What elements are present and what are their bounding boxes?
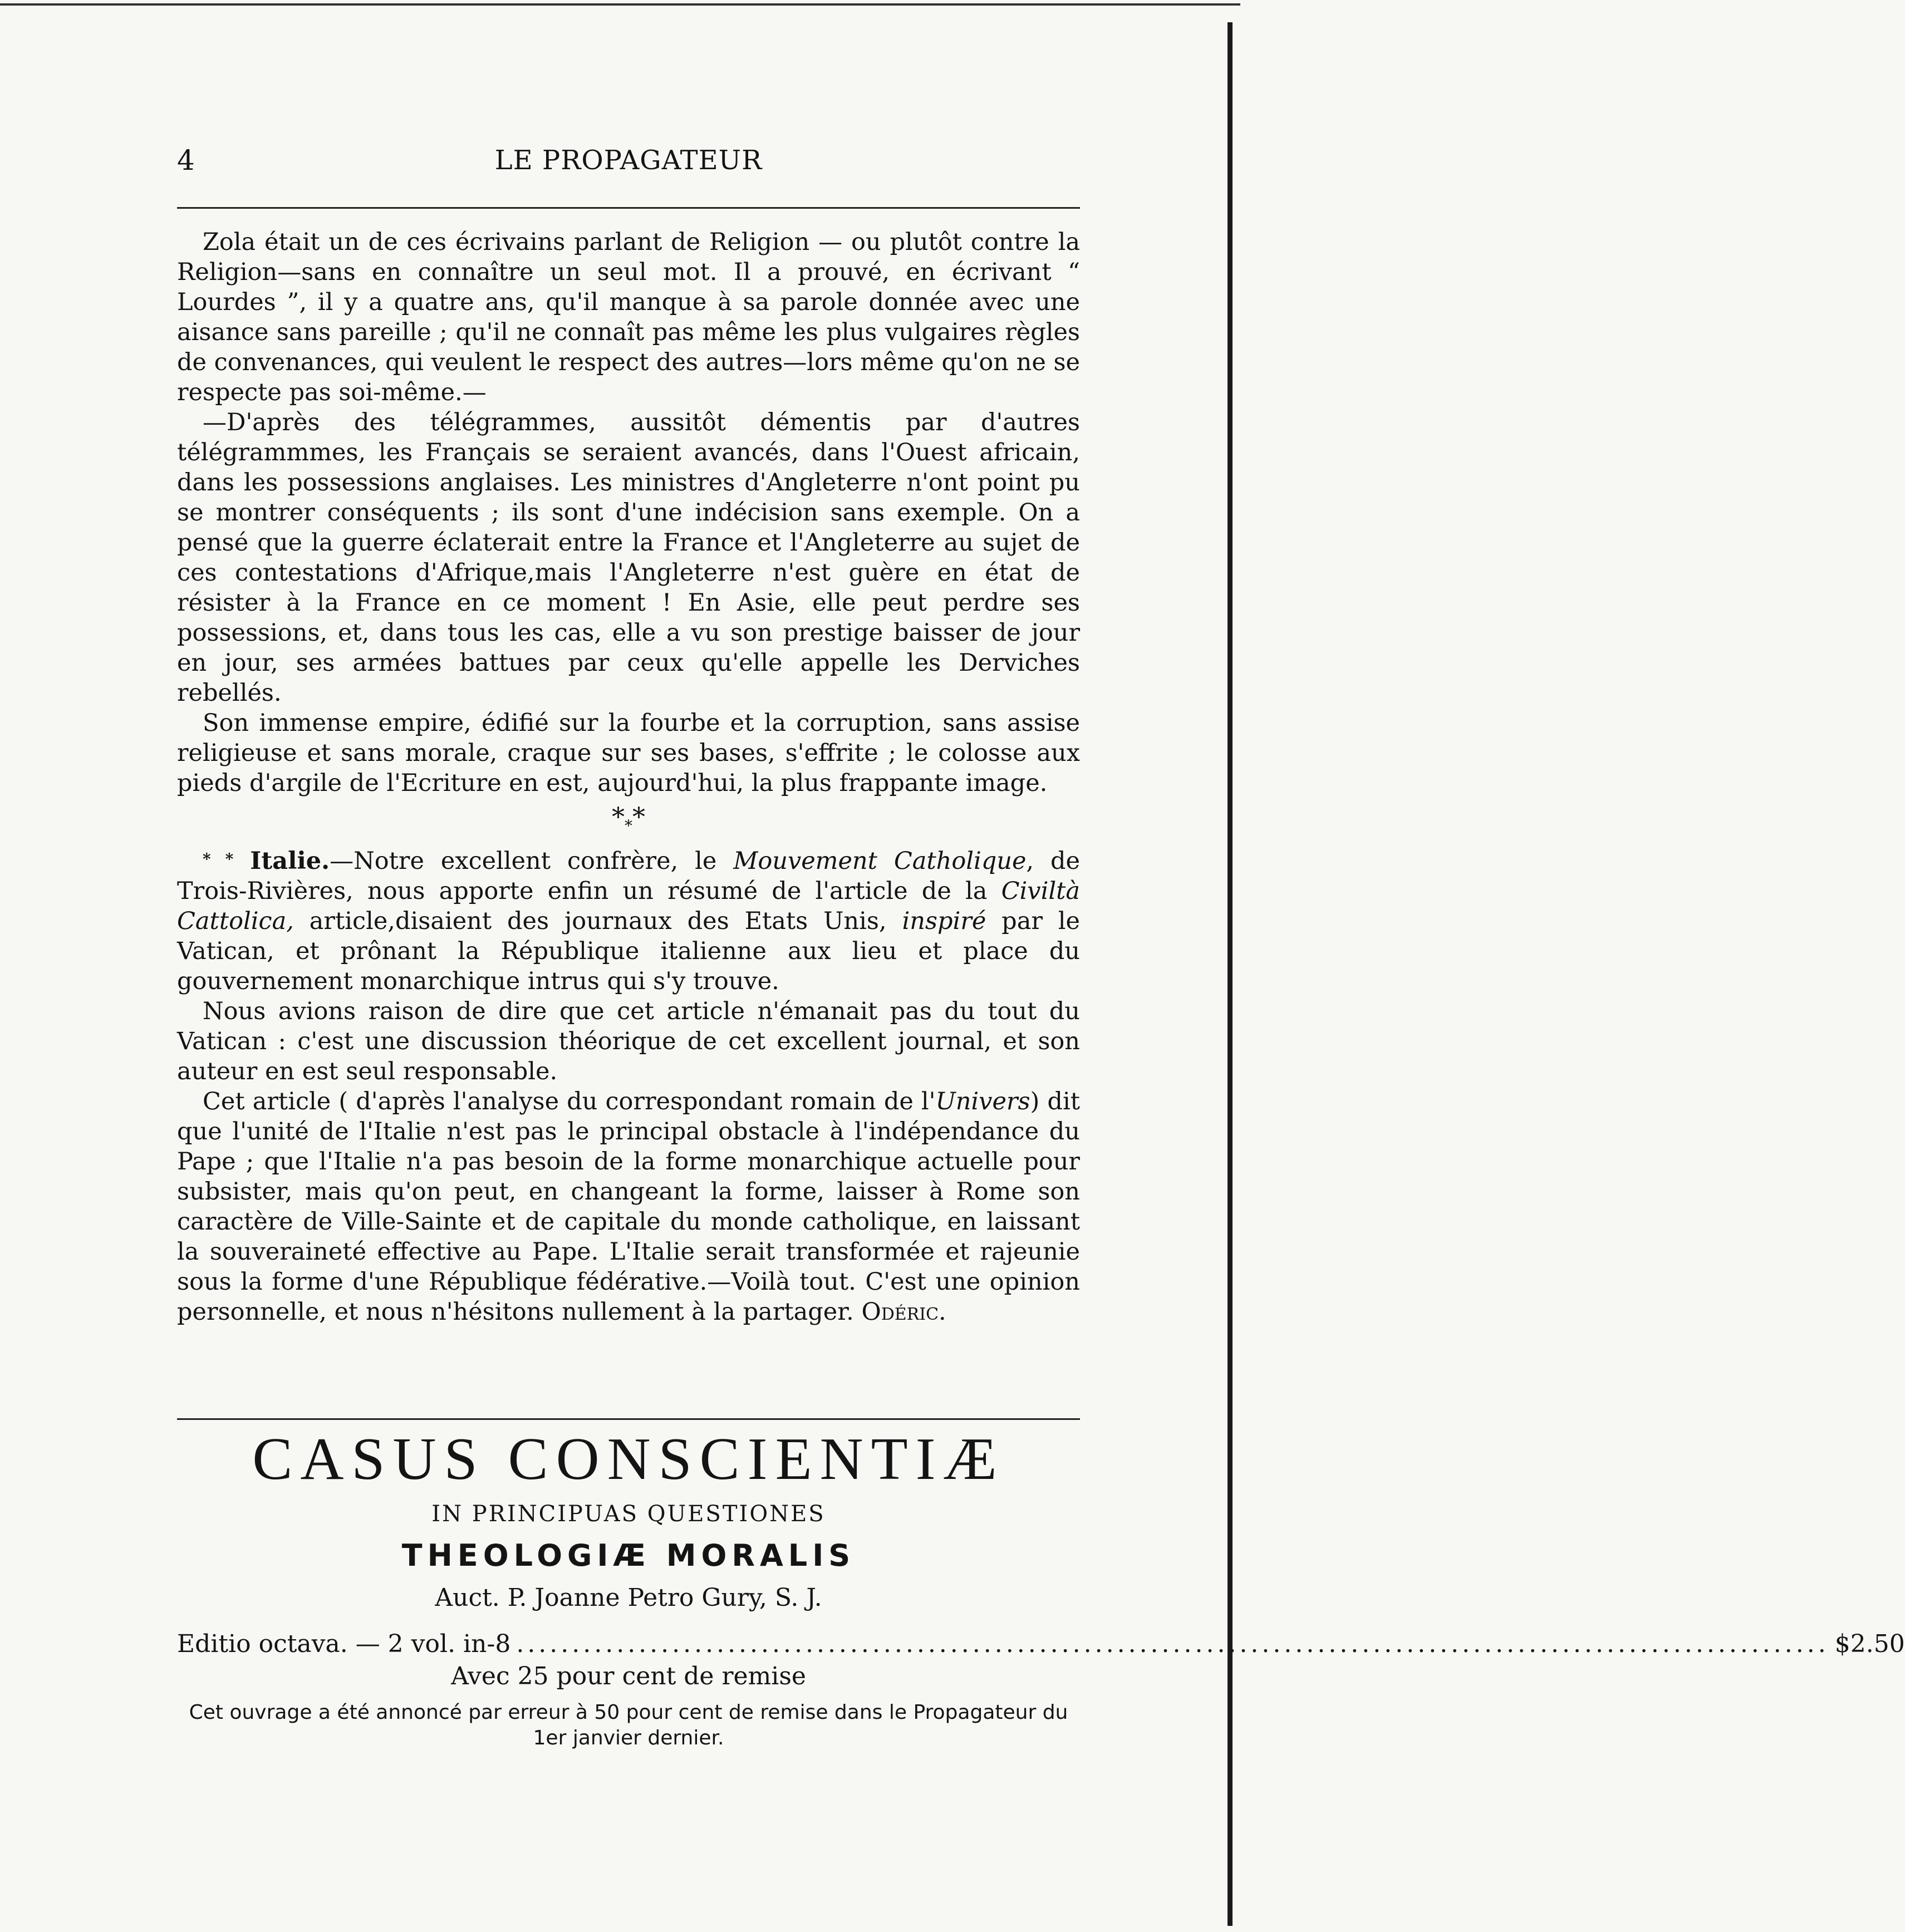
- leader-dots: ......................................................................................................................: [516, 1630, 1829, 1658]
- section-marker: * *: [203, 850, 234, 868]
- asterism-divider: ***: [612, 802, 645, 835]
- running-title: LE PROPAGATEUR: [494, 145, 763, 176]
- advert-rule: [177, 1418, 1080, 1420]
- advert-price-line: [177, 1628, 1905, 1661]
- advert-title: CASUS CONSCIENTIÆ: [252, 1426, 1005, 1492]
- advert-discount: Avec 25 pour cent de remise: [451, 1662, 806, 1690]
- paragraph-italie: * * Italie.—Notre excellent confrère, le Mouvement Catholique, de Trois-Rivières, nous apporte enfin un résumé de l'article de la Civiltà Cattolica, article,disaient des journaux des Etats Unis, inspiré par le Vatican, et prônant la République italienne aux lieu et place du gouvernement monarchique intrus qui s'y trouve.: [177, 847, 1080, 995]
- advert-edition: Editio octava. — 2 vol. in-8: [177, 1630, 511, 1658]
- top-border-rule: [0, 3, 1240, 6]
- publication-name: Univers: [935, 1088, 1030, 1115]
- advert-price: $2.50: [1834, 1630, 1905, 1658]
- advert-sub: IN PRINCIPUAS QUESTIONES: [431, 1501, 826, 1527]
- paragraph-discussion: Nous avions raison de dire que cet article n'émanait pas du tout du Vatican : c'est une discussion théorique de cet excellent journal, et son auteur en est seul responsable.: [177, 997, 1080, 1085]
- paragraph-telegrammes: —D'après des télégrammes, aussitôt démentis par d'autres télégrammmes, les Français se seraient avancés, dans l'Ouest africain, dans les possessions anglaises. Les ministres d'Angleterre n'ont point pu se montrer conséquents ; ils sont d'une indécision sans exemple. On a pensé que la guerre éclaterait entre la France et l'Angleterre au sujet de ces contestations d'Afrique,mais l'Angleterre n'est guère en état de résister à la France en ce moment ! En Asie, elle peut perdre ses possessions, et, dans tous les cas, elle a vu son prestige baisser de jour en jour, ses armées battues par ceux qu'elle appelle les Derviches rebellés.: [177, 409, 1080, 707]
- advert-author: Auct. P. Joanne Petro Gury, S. J.: [435, 1584, 822, 1612]
- page-number: 4: [177, 144, 195, 176]
- emphasis-text: inspiré: [902, 907, 986, 935]
- paragraph-zola: Zola était un de ces écrivains parlant de Religion — ou plutôt contre la Religion—sans en connaître un seul mot. Il a prouvé, en écrivant “ Lourdes ”, il y a quatre ans, qu'il manque à sa parole donnée avec une aisance sans pareille ; qu'il ne connaît pas même les plus vulgaires règles de convenances, qui veulent le respect des autres—lors même qu'on ne se respecte pas soi-même.—: [177, 228, 1080, 406]
- paragraph-empire: Son immense empire, édifié sur la fourbe et la corruption, sans assise religieuse et sans morale, craque sur ses bases, s'effrite ; le colosse aux pieds d'argile de l'Ecriture en est, aujourd'hui, la plus frappante image.: [177, 709, 1080, 797]
- advert-note: Cet ouvrage a été annoncé par erreur à 50 pour cent de remise dans le Propagateur du 1er janvier dernier.: [189, 1701, 1068, 1749]
- page-header: [177, 144, 1080, 188]
- publication-name: Civiltà Cattolica,: [177, 877, 1080, 935]
- section-heading-italie: Italie.: [250, 847, 330, 875]
- paragraph-univers: Cet article ( d'après l'analyse du correspondant romain de l'Univers) dit que l'unité de l'Italie n'est pas le principal obstacle à l'indépendance du Pape ; que l'Italie n'a pas besoin de la forme monarchique actuelle pour subsister, mais qu'on peut, en changeant la forme, laisser à Rome son caractère de Ville-Sainte et de capitale du monde catholique, en laissant la souveraineté effective au Pape. L'Italie serait transformée et rajeunie sous la forme d'une République fédérative.—Voilà tout. C'est une opinion personnelle, et nous n'hésitons nullement à la partager. Odéric.: [177, 1088, 1080, 1326]
- article-body: [177, 227, 1080, 1327]
- advert-subtitle: THEOLOGIÆ MORALIS: [401, 1538, 856, 1573]
- author-signature: Odéric.: [861, 1298, 946, 1326]
- publication-name: Mouvement Catholique: [733, 847, 1027, 875]
- book-advertisement: [177, 1426, 1905, 1751]
- header-rule: [177, 207, 1080, 209]
